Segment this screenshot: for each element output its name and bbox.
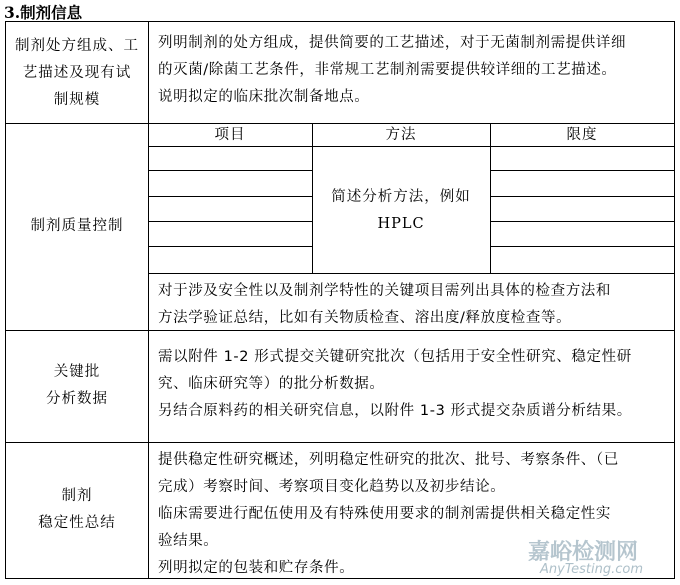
- watermark-cn: 嘉峪检测网: [528, 540, 639, 565]
- batch-text-line: 究、临床研究等）的批分析数据。: [158, 376, 385, 392]
- subtable-row-line: [148, 170, 312, 171]
- stability-text-line: 提供稳定性研究概述，列明稳定性研究的批次、批号、考察条件、（已: [158, 452, 619, 468]
- section-heading: 3.制剂信息: [4, 3, 83, 22]
- method-text-line: HPLC: [377, 216, 425, 232]
- subtable-row-line: [490, 196, 674, 197]
- prescription-label-line: 制规模: [53, 91, 101, 108]
- batch-text-line: 需以附件 1-2 形式提交关键研究批次（包括用于安全性研究、稳定性研: [158, 349, 632, 365]
- batch-text-line: 另结合原料药的相关研究信息，以附件 1-3 形式提交杂质谱分析结果。: [158, 403, 632, 419]
- info-table: [5, 21, 675, 579]
- quality-note-line: 对于涉及安全性以及制剂学特性的关键项目需列出具体的检查方法和: [158, 283, 611, 299]
- prescription-label: [6, 30, 148, 116]
- subtable-row-line: [490, 221, 674, 222]
- stability-text-line: 列明拟定的包装和贮存条件。: [158, 560, 355, 576]
- prescription-text-line: 列明制剂的处方组成，提供简要的工艺描述，对于无菌制剂需提供详细: [158, 35, 627, 51]
- prescription-text-line: 说明拟定的临床批次制备地点。: [158, 89, 370, 105]
- method-text-line: 简述分析方法，例如: [331, 189, 471, 205]
- subtable-row-line: [148, 246, 312, 247]
- prescription-label-line: 制剂处方组成、工: [15, 37, 139, 54]
- subtable-bottom-line: [148, 273, 674, 274]
- prescription-label-line: 艺描述及现有试: [22, 64, 132, 81]
- subtable-row-line: [148, 196, 312, 197]
- col-header-limit: 限度: [566, 127, 598, 143]
- quality-label-text: 制剂质量控制: [30, 218, 124, 234]
- subtable-row-line: [490, 170, 674, 171]
- col-header-item: 项目: [214, 127, 246, 143]
- label-column-divider: [148, 22, 149, 578]
- subtable-row-line: [148, 221, 312, 222]
- stability-label-line: 稳定性总结: [38, 515, 116, 531]
- prescription-text-line: 的灭菌/除菌工艺条件，非常规工艺制剂需要提供较详细的工艺描述。: [158, 62, 617, 78]
- method-cell: [312, 172, 490, 250]
- stability-text-line: 验结果。: [158, 533, 219, 549]
- batch-label-line: 分析数据: [46, 391, 108, 407]
- quality-note: [158, 278, 670, 332]
- col-header-method: 方法: [385, 127, 417, 143]
- quality-note-line: 方法学验证总结，比如有关物质检查、溶出度/释放度检查等。: [158, 310, 572, 326]
- stability-label-line: 制剂: [61, 488, 93, 504]
- subtable-header-line: [148, 146, 674, 147]
- prescription-text: [158, 30, 670, 111]
- batch-label: [6, 330, 148, 442]
- quality-label: [6, 123, 148, 330]
- stability-label: [6, 442, 148, 578]
- batch-text: [158, 344, 670, 425]
- batch-label-line: 关键批: [53, 364, 101, 380]
- watermark-en: AnyTesting.com: [540, 562, 644, 577]
- stability-text-line: 临床需要进行配伍使用及有特殊使用要求的制剂需提供相关稳定性实: [158, 506, 611, 522]
- subtable-row-line: [490, 246, 674, 247]
- stability-text-line: 完成）考察时间、考察项目变化趋势以及初步结论。: [158, 479, 506, 495]
